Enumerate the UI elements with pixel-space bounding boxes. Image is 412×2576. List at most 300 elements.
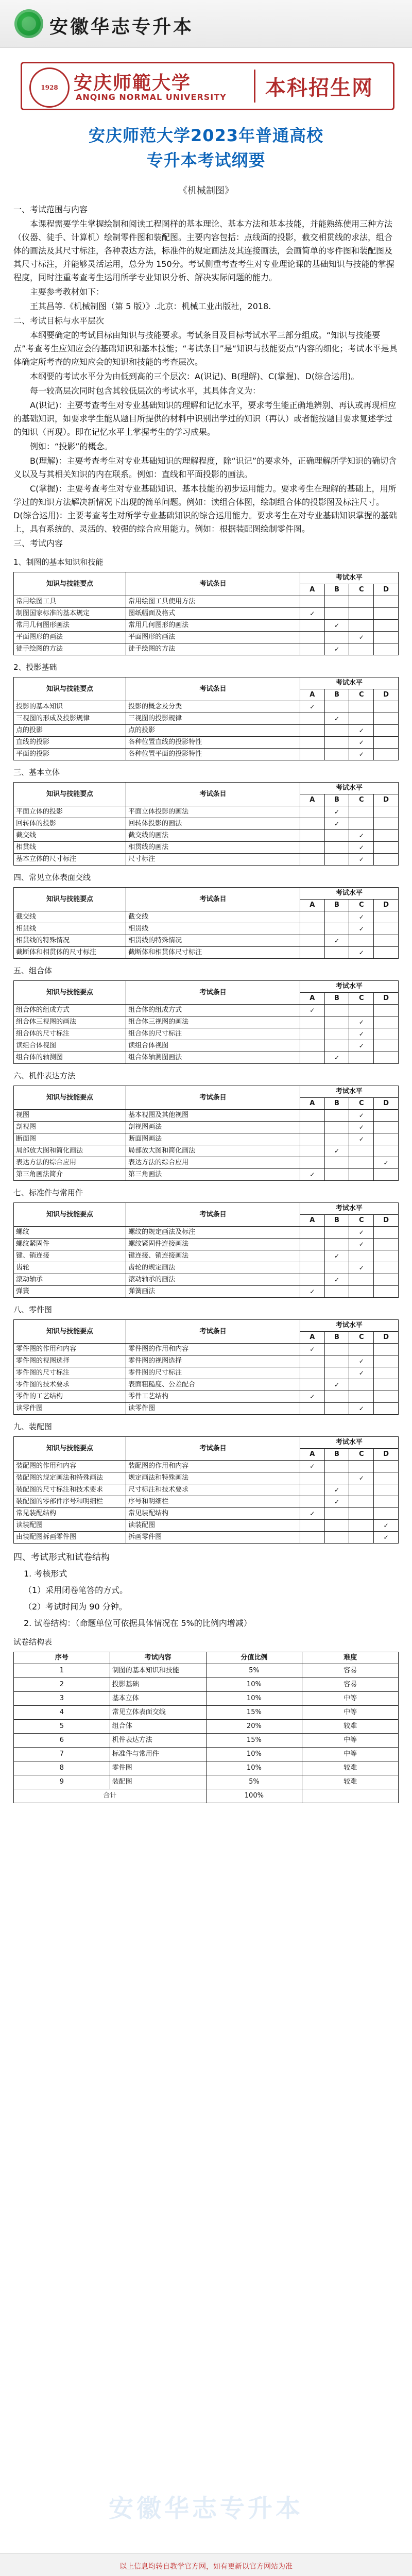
criteria-table — [13, 887, 399, 959]
level-mark — [300, 1484, 324, 1496]
level-mark: ✓ — [324, 1052, 349, 1064]
level-mark: ✓ — [300, 1286, 324, 1298]
level-mark — [300, 1403, 324, 1415]
level-mark — [349, 1344, 374, 1355]
level-mark — [300, 842, 324, 854]
section-4-heading: 四、考试形式和试卷结构 — [13, 1552, 110, 1563]
level-mark — [300, 947, 324, 959]
level-mark — [374, 1052, 399, 1064]
level-mark — [349, 1005, 374, 1016]
knowledge-point: 相贯线的特殊情况 — [14, 935, 126, 947]
exam-structure-table — [13, 1652, 399, 1803]
level-mark — [324, 596, 349, 608]
level-mark — [349, 596, 374, 608]
exam-item: 截交线 — [126, 911, 300, 923]
level-mark: ✓ — [349, 725, 374, 737]
exam-item: 滚动轴承的画法 — [126, 1274, 300, 1286]
exam-item: 平面立体投影的画法 — [126, 806, 300, 818]
table-row — [14, 1286, 399, 1298]
level-mark — [324, 701, 349, 713]
level-mark — [374, 643, 399, 655]
level-mark: ✓ — [349, 1110, 374, 1122]
knowledge-point: 基本立体的尺寸标注 — [14, 854, 126, 866]
level-mark — [324, 1472, 349, 1484]
exam-item: 投影的概念及分类 — [126, 701, 300, 713]
level-mark — [324, 1005, 349, 1016]
level-mark — [374, 596, 399, 608]
exam-item: 组合体的尺寸标注 — [126, 1028, 300, 1040]
header-exam-item: 考试条目 — [126, 981, 300, 1005]
table-row — [14, 1379, 399, 1391]
knowledge-point: 平面立体的投影 — [14, 806, 126, 818]
level-mark — [300, 1122, 324, 1133]
level-mark — [300, 596, 324, 608]
table-row — [14, 1157, 399, 1169]
level-mark — [324, 608, 349, 620]
exam-cell-content: 零件图 — [110, 1761, 206, 1775]
table-row — [14, 608, 399, 620]
level-mark — [374, 632, 399, 643]
exam-item: 常见装配结构 — [126, 1508, 300, 1520]
header-level-d: D — [374, 993, 399, 1005]
exam-row — [14, 1664, 399, 1678]
brand-name: 安徽华志专升本 — [49, 16, 194, 38]
header-level-b: B — [324, 689, 349, 701]
header-knowledge: 知识与技能要点 — [14, 1086, 126, 1110]
header-level: 考试水平 — [300, 981, 398, 993]
level-mark — [300, 1227, 324, 1239]
header-level-b: B — [324, 794, 349, 806]
level-mark — [300, 1250, 324, 1262]
level-mark: ✓ — [300, 1508, 324, 1520]
paragraph-8: 例如：“投影”的概念。 — [30, 442, 113, 451]
table-row — [14, 725, 399, 737]
paragraph-4: 本纲要确定的考试目标由知识与技能要求。考试条目及目标考试水平三部分组成。“知识与技能要点”考查考生应知应会的基础知识和基本技能；“考试条目”是“知识与技能要点”内容的细化；考试水平是具体确定所考查的应知应会的知识和技能的考查层次。 — [13, 330, 398, 367]
level-mark: ✓ — [300, 1344, 324, 1355]
header-level: 考试水平 — [300, 783, 398, 794]
exam-cell-pct: 5% — [206, 1775, 302, 1789]
level-mark — [374, 911, 399, 923]
level-mark — [300, 1262, 324, 1274]
knowledge-point: 常用几何图形画法 — [14, 620, 126, 632]
knowledge-point: 零件图的尺寸标注 — [14, 1367, 126, 1379]
level-mark: ✓ — [300, 701, 324, 713]
level-mark: ✓ — [349, 1403, 374, 1415]
knowledge-point: 键、销连接 — [14, 1250, 126, 1262]
exam-cell-pct: 5% — [206, 1664, 302, 1678]
exam-cell-content: 标准件与常用件 — [110, 1748, 206, 1761]
knowledge-point: 由装配图拆画零件图 — [14, 1532, 126, 1544]
level-mark — [349, 1169, 374, 1181]
knowledge-point: 视图 — [14, 1110, 126, 1122]
level-mark — [349, 806, 374, 818]
table-row — [14, 1391, 399, 1403]
table-row — [14, 1040, 399, 1052]
criteria-table — [13, 1202, 399, 1298]
knowledge-point: 表达方法的综合应用 — [14, 1157, 126, 1169]
knowledge-point: 螺纹 — [14, 1227, 126, 1239]
table-row — [14, 713, 399, 725]
criteria-table — [13, 1319, 399, 1415]
table-row — [14, 1122, 399, 1133]
header-level-c: C — [349, 900, 374, 911]
knowledge-point: 常见装配结构 — [14, 1508, 126, 1520]
exam-cell-no: 8 — [14, 1761, 110, 1775]
level-mark — [349, 1484, 374, 1496]
level-mark: ✓ — [349, 1262, 374, 1274]
exam-item: 第三角画法 — [126, 1169, 300, 1181]
exam-cell-no: 7 — [14, 1748, 110, 1761]
table-row — [14, 1520, 399, 1532]
exam-item: 齿轮的规定画法 — [126, 1262, 300, 1274]
level-mark — [324, 842, 349, 854]
header-level-a: A — [300, 1449, 324, 1461]
exam-cell-no: 5 — [14, 1720, 110, 1734]
level-mark: ✓ — [349, 1028, 374, 1040]
knowledge-point: 齿轮 — [14, 1262, 126, 1274]
level-mark — [349, 1461, 374, 1472]
level-mark — [374, 1391, 399, 1403]
level-mark — [374, 1461, 399, 1472]
content-tables — [13, 555, 399, 1544]
header-exam-item: 考试条目 — [126, 1437, 300, 1461]
section-1-heading: 一、考试范围与内容 — [13, 205, 88, 214]
knowledge-point: 投影的基本知识 — [14, 701, 126, 713]
level-mark — [374, 725, 399, 737]
table-row — [14, 1508, 399, 1520]
exam-cell-diff: 容易 — [302, 1678, 399, 1692]
table-row — [14, 1145, 399, 1157]
exam-cell-no: 1 — [14, 1664, 110, 1678]
header-level: 考试水平 — [300, 1437, 398, 1449]
header-exam-item: 考试条目 — [126, 888, 300, 911]
exam-item: 键连接、销连接画法 — [126, 1250, 300, 1262]
header-knowledge: 知识与技能要点 — [14, 1203, 126, 1227]
level-mark — [374, 1028, 399, 1040]
level-mark: ✓ — [324, 1484, 349, 1496]
exam-row — [14, 1761, 399, 1775]
table-row — [14, 643, 399, 655]
level-mark — [300, 620, 324, 632]
level-mark: ✓ — [349, 1016, 374, 1028]
exam-item: 点的投影 — [126, 725, 300, 737]
knowledge-point: 组合体的组成方式 — [14, 1005, 126, 1016]
criteria-table — [13, 1086, 399, 1181]
exam-cell-no: 3 — [14, 1692, 110, 1706]
table-row — [14, 818, 399, 830]
exam-item: 零件图的作用和内容 — [126, 1344, 300, 1355]
table-title: 三、基本立体 — [13, 768, 60, 777]
paragraph-5: 本纲要的考试水平分为由低到高的三个层次：A(识记)、B(理解)、C(掌握)、D(综合运用)。 — [30, 371, 359, 381]
exam-cell-pct: 10% — [206, 1678, 302, 1692]
exam-item: 局部放大图和简化画法 — [126, 1145, 300, 1157]
exam-item: 读装配图 — [126, 1520, 300, 1532]
header-knowledge: 知识与技能要点 — [14, 888, 126, 911]
exam-item: 各种位置平面的投影特性 — [126, 749, 300, 760]
exam-total-label: 合计 — [14, 1789, 207, 1803]
level-mark — [349, 1274, 374, 1286]
level-mark — [374, 806, 399, 818]
doc-title-line-2: 专升本考试纲要 — [146, 150, 266, 170]
doc-subject: 《机械制图》 — [178, 185, 234, 196]
header-level-c: C — [349, 993, 374, 1005]
level-mark — [374, 1239, 399, 1250]
exam-item: 表达方法的综合应用 — [126, 1157, 300, 1169]
header-level-d: D — [374, 584, 399, 596]
knowledge-point: 零件图的视图选择 — [14, 1355, 126, 1367]
section-3-heading: 三、考试内容 — [13, 538, 63, 548]
level-mark — [324, 1239, 349, 1250]
exam-cell-pct: 15% — [206, 1706, 302, 1720]
level-mark: ✓ — [349, 1133, 374, 1145]
exam-cell-no: 6 — [14, 1734, 110, 1748]
exam-cell-diff: 较难 — [302, 1775, 399, 1789]
level-mark — [324, 1028, 349, 1040]
level-mark — [324, 1227, 349, 1239]
level-mark: ✓ — [324, 1145, 349, 1157]
header-level-c: C — [349, 1332, 374, 1344]
knowledge-point: 平面的投影 — [14, 749, 126, 760]
level-mark: ✓ — [324, 1496, 349, 1508]
level-mark — [300, 854, 324, 866]
header-level-a: A — [300, 900, 324, 911]
header-level-a: A — [300, 794, 324, 806]
exam-item: 尺寸标注和技术要求 — [126, 1484, 300, 1496]
level-mark — [374, 608, 399, 620]
table-row — [14, 620, 399, 632]
exam-cell-content: 投影基础 — [110, 1678, 206, 1692]
header-level: 考试水平 — [300, 1086, 398, 1098]
level-mark — [374, 1005, 399, 1016]
exam-cell-diff: 中等 — [302, 1692, 399, 1706]
header-exam-item: 考试条目 — [126, 677, 300, 701]
level-mark — [300, 1520, 324, 1532]
header-level-a: A — [300, 993, 324, 1005]
level-mark — [374, 1286, 399, 1298]
header-level-a: A — [300, 1215, 324, 1227]
exam-total-pct: 100% — [206, 1789, 302, 1803]
table-row — [14, 1250, 399, 1262]
exam-cell-no: 4 — [14, 1706, 110, 1720]
level-mark — [349, 1520, 374, 1532]
table-row — [14, 1052, 399, 1064]
level-mark — [324, 1040, 349, 1052]
knowledge-point: 螺纹紧固件 — [14, 1239, 126, 1250]
level-mark — [324, 854, 349, 866]
exam-item: 零件工艺结构 — [126, 1391, 300, 1403]
table-row — [14, 1461, 399, 1472]
level-mark — [349, 1286, 374, 1298]
level-mark — [349, 1508, 374, 1520]
exam-cell-diff: 容易 — [302, 1664, 399, 1678]
level-mark: ✓ — [349, 1367, 374, 1379]
level-mark — [374, 1262, 399, 1274]
level-mark — [374, 1274, 399, 1286]
exam-row — [14, 1706, 399, 1720]
level-mark — [374, 1250, 399, 1262]
level-mark — [374, 713, 399, 725]
level-mark — [374, 1133, 399, 1145]
level-mark — [374, 1227, 399, 1239]
criteria-table — [13, 572, 399, 655]
table-row — [14, 1169, 399, 1181]
level-mark — [300, 1472, 324, 1484]
level-mark — [349, 1532, 374, 1544]
exam-item: 零件图的尺寸标注 — [126, 1367, 300, 1379]
header-exam-item: 考试条目 — [126, 1086, 300, 1110]
header-level-d: D — [374, 1332, 399, 1344]
exam-structure-heading: 2. 试卷结构：（命题单位可依据具体情况在 5%的比例内增减） — [24, 1618, 252, 1628]
knowledge-point: 装配图的零部件序号和明细栏 — [14, 1496, 126, 1508]
level-mark — [324, 1355, 349, 1367]
criteria-table — [13, 677, 399, 760]
table-row — [14, 842, 399, 854]
exam-cell-pct: 10% — [206, 1692, 302, 1706]
level-mark — [300, 1274, 324, 1286]
header-level-d: D — [374, 900, 399, 911]
knowledge-point: 截断体和相贯体的尺寸标注 — [14, 947, 126, 959]
table-row — [14, 1133, 399, 1145]
header-knowledge: 知识与技能要点 — [14, 572, 126, 596]
knowledge-point: 直线的投影 — [14, 737, 126, 749]
header-level-c: C — [349, 689, 374, 701]
level-mark — [300, 818, 324, 830]
table-row — [14, 1274, 399, 1286]
table-row — [14, 701, 399, 713]
level-mark: ✓ — [324, 806, 349, 818]
exam-item: 相贯线的特殊情况 — [126, 935, 300, 947]
exam-row — [14, 1775, 399, 1789]
exam-cell-pct: 20% — [206, 1720, 302, 1734]
main-content — [13, 202, 399, 1803]
level-mark — [300, 713, 324, 725]
knowledge-point: 组合体三视图的画法 — [14, 1016, 126, 1028]
exam-col-no: 序号 — [14, 1652, 110, 1664]
exam-item: 截交线的画法 — [126, 830, 300, 842]
table-row — [14, 596, 399, 608]
level-mark: ✓ — [349, 737, 374, 749]
exam-item: 拆画零件图 — [126, 1532, 300, 1544]
header-level-b: B — [324, 1449, 349, 1461]
exam-item: 螺纹紧固件连接画法 — [126, 1239, 300, 1250]
level-mark — [324, 1532, 349, 1544]
level-mark — [300, 1028, 324, 1040]
level-mark: ✓ — [349, 1355, 374, 1367]
exam-cell-pct: 10% — [206, 1761, 302, 1775]
level-mark: ✓ — [300, 1005, 324, 1016]
header-level-a: A — [300, 689, 324, 701]
level-mark: ✓ — [324, 818, 349, 830]
exam-item: 规定画法和特殊画法 — [126, 1472, 300, 1484]
exam-item: 表面粗糙度、公差配合 — [126, 1379, 300, 1391]
table-row — [14, 1484, 399, 1496]
table-row — [14, 632, 399, 643]
exam-item: 组合体轴测图画法 — [126, 1052, 300, 1064]
table-row — [14, 1367, 399, 1379]
level-mark — [374, 1472, 399, 1484]
admissions-tag: 本科招生网 — [265, 76, 373, 100]
paragraph-7: A(识记)：主要考查考生对专业基础知识的理解和记忆水平，要求考生能正确地辨别、再认或再现相应的基础知识，如要求学生能从题目所提供的材料中识别出学过的知识（再认）或者能按题目要求复述学过的知识（再现）。即在记忆水平上掌握考生的学习成果。 — [13, 400, 397, 437]
table-row — [14, 1016, 399, 1028]
level-mark — [324, 1520, 349, 1532]
knowledge-point: 截交线 — [14, 830, 126, 842]
level-mark — [374, 1403, 399, 1415]
level-mark — [324, 1508, 349, 1520]
level-mark: ✓ — [349, 749, 374, 760]
knowledge-point: 零件图的技术要求 — [14, 1379, 126, 1391]
table-row — [14, 1262, 399, 1274]
exam-cell-no: 9 — [14, 1775, 110, 1789]
table-row — [14, 935, 399, 947]
exam-cell-content: 制图的基本知识和技能 — [110, 1664, 206, 1678]
exam-total-empty — [302, 1789, 399, 1803]
level-mark — [300, 1239, 324, 1250]
exam-cell-content: 装配图 — [110, 1775, 206, 1789]
knowledge-point: 制图国家标准的基本规定 — [14, 608, 126, 620]
level-mark — [324, 1367, 349, 1379]
level-mark: ✓ — [349, 1122, 374, 1133]
level-mark — [374, 1169, 399, 1181]
table-title: 1、制图的基本知识和技能 — [13, 557, 104, 567]
level-mark — [300, 1157, 324, 1169]
paragraph-1: 本课程需要学生掌握绘制和阅读工程图样的基本理论、基本方法和基本技能，并能熟练使用三种方法（仪器、徒手、计算机）绘制零件图和装配图。主要内容包括：点线面的投影，截交相贯线的求法，组合体的画法及其尺寸标注，各种表达方法，标准件的规定画法及其连接画法，会画简单的零件图和装配图及其尺寸标注，并能够灵活运用，总分为 150分。考试侧重考查考生对专业理论课的基础知识与技能的掌握程度，同时注重考查考生运用所学专业知识分析、解决实际问题的能力。 — [13, 219, 394, 282]
level-mark: ✓ — [300, 608, 324, 620]
top-header — [0, 0, 412, 48]
exam-cell-content: 基本立体 — [110, 1692, 206, 1706]
table-title: 七、标准件与常用件 — [13, 1188, 83, 1197]
exam-item: 三视图的投影规律 — [126, 713, 300, 725]
table-title: 2、投影基础 — [13, 663, 57, 672]
table-row — [14, 854, 399, 866]
header-level: 考试水平 — [300, 1203, 398, 1215]
level-mark — [324, 1344, 349, 1355]
header-level-d: D — [374, 1098, 399, 1110]
exam-row — [14, 1748, 399, 1761]
level-mark — [300, 749, 324, 760]
exam-item: 弹簧画法 — [126, 1286, 300, 1298]
level-mark — [374, 854, 399, 866]
level-mark — [324, 947, 349, 959]
exam-cell-no: 2 — [14, 1678, 110, 1692]
level-mark: ✓ — [300, 1391, 324, 1403]
table-row — [14, 1239, 399, 1250]
level-mark: ✓ — [374, 1532, 399, 1544]
level-mark — [349, 1250, 374, 1262]
level-mark — [300, 1052, 324, 1064]
header-exam-item: 考试条目 — [126, 1203, 300, 1227]
level-mark — [349, 620, 374, 632]
paragraph-2: 主要参考教材如下： — [30, 287, 105, 297]
exam-cell-diff: 较难 — [302, 1720, 399, 1734]
exam-item: 序号和明细栏 — [126, 1496, 300, 1508]
header-level-b: B — [324, 584, 349, 596]
exam-section — [13, 1551, 399, 1803]
knowledge-point: 装配图的尺寸标注和技术要求 — [14, 1484, 126, 1496]
level-mark: ✓ — [324, 713, 349, 725]
level-mark — [374, 947, 399, 959]
footer — [0, 2553, 412, 2576]
level-mark — [374, 935, 399, 947]
level-mark: ✓ — [349, 1239, 374, 1250]
knowledge-point: 读装配图 — [14, 1520, 126, 1532]
level-mark — [374, 749, 399, 760]
level-mark: ✓ — [374, 1157, 399, 1169]
table-row — [14, 1110, 399, 1122]
level-mark — [324, 1122, 349, 1133]
level-mark — [374, 1145, 399, 1157]
paragraph-3: 王其昌等.《机械制图（第 5 版）》.北京：机械工业出版社，2018. — [30, 301, 271, 311]
header-level: 考试水平 — [300, 572, 398, 584]
